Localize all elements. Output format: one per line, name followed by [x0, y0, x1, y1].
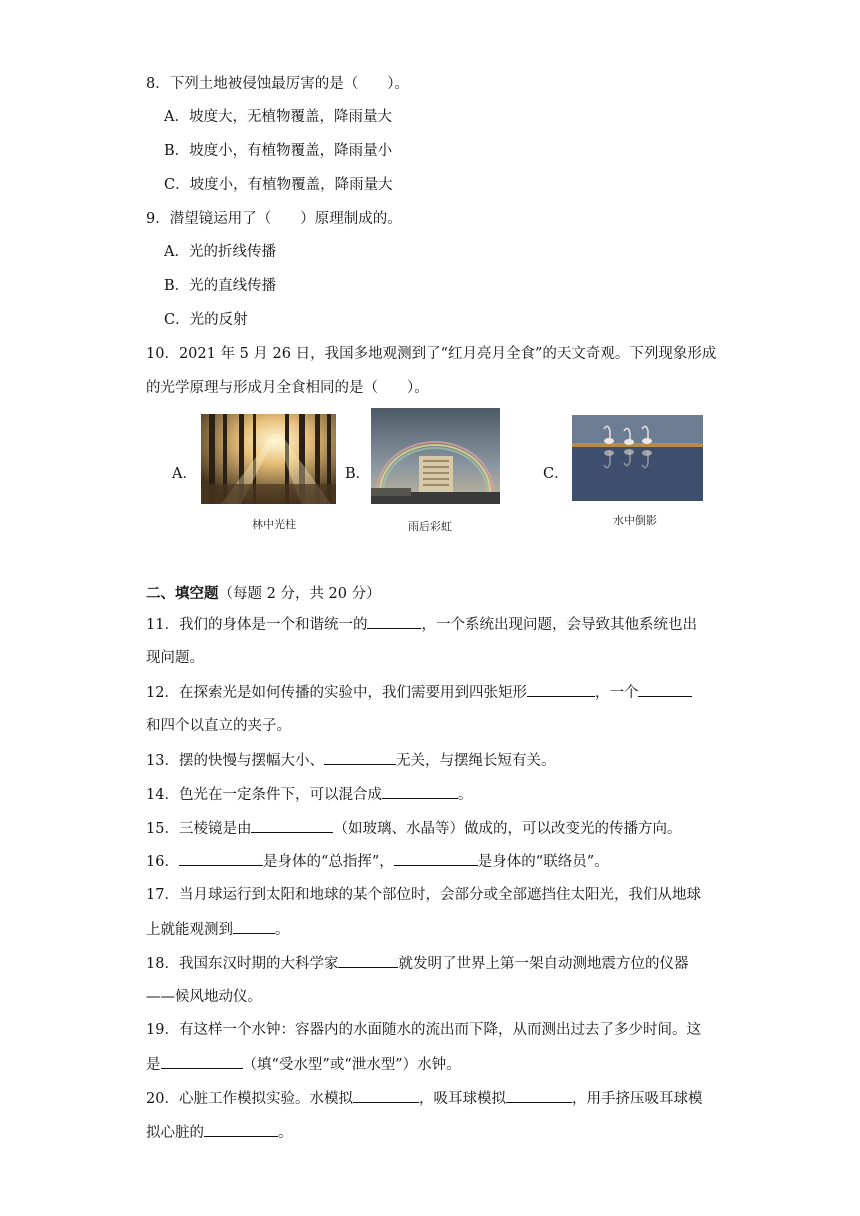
q14-text: 14．色光在一定条件下，可以混合成 — [146, 787, 382, 803]
q16-text-b: 是身体的“总指挥”， — [262, 854, 394, 870]
q15-blank[interactable] — [251, 818, 333, 833]
q16-text: 16． — [146, 854, 179, 870]
q11-text: 11．我们的身体是一个和谐统一的 — [146, 617, 368, 633]
q9-option-b: B．光的直线传播 — [164, 278, 277, 294]
q17-line2 — [146, 919, 290, 940]
q10-caption-c: 水中倒影 — [613, 514, 657, 527]
q18-line1 — [146, 953, 688, 974]
q15-text: 15．三棱镜是由 — [146, 821, 252, 837]
q19-blank[interactable] — [161, 1054, 243, 1069]
q12-text: 12．在探索光是如何传播的实验中，我们需要用到四张矩形 — [146, 685, 527, 701]
q15-text-b: （如玻璃、水晶等）做成的，可以改变光的传播方向。 — [333, 821, 682, 837]
q17-line1: 17．当月球运行到太阳和地球的某个部位时，会部分或全部遮挡住太阳光，我们从地球 — [146, 887, 701, 903]
q10-caption-a: 林中光柱 — [252, 518, 296, 531]
q12-line2: 和四个以直立的夹子。 — [146, 718, 291, 734]
q8-stem: 8．下列土地被侵蚀最厉害的是（ ）。 — [146, 76, 409, 92]
rainbow-after-rain-image — [371, 408, 500, 504]
q17-text-c: 。 — [275, 922, 290, 938]
q20-line2 — [146, 1122, 293, 1143]
q8-option-a: A．坡度大，无植物覆盖，降雨量大 — [164, 109, 392, 125]
q10-label-c: C． — [543, 466, 569, 482]
q20-blank-2[interactable] — [506, 1088, 572, 1103]
q10-stem-line1: 10．2021 年 5 月 26 日，我国多地观测到了“红月亮月全食”的天文奇观。下列现象形成 — [146, 346, 717, 362]
water-reflection-image — [572, 415, 703, 501]
q20-blank-3[interactable] — [204, 1122, 278, 1137]
q13-text-b: 无关，与摆绳长短有关。 — [395, 753, 556, 769]
q12-blank-2[interactable] — [638, 682, 692, 697]
q13-blank[interactable] — [324, 750, 396, 765]
q18-text: 18．我国东汉时期的大科学家 — [146, 956, 339, 972]
q17-text: 上就能观测到 — [146, 922, 233, 938]
q10-stem-line2: 的光学原理与形成月全食相同的是（ ）。 — [146, 380, 429, 396]
q20-text-e: 。 — [278, 1125, 293, 1141]
q16-blank-2[interactable] — [394, 851, 478, 866]
q18-line2: ——候风地动仪。 — [146, 989, 262, 1005]
q19-line1: 19．有这样一个水钟：容器内的水面随水的流出而下降，从而测出过去了多少时间。这 — [146, 1022, 701, 1038]
q20-blank-1[interactable] — [353, 1088, 419, 1103]
q12-line1 — [146, 682, 692, 703]
section-score-note: （每题 2 分，共 20 分） — [218, 586, 381, 602]
q19-text: 是 — [146, 1057, 161, 1073]
q14-text-b: 。 — [457, 787, 473, 803]
q13-line — [146, 750, 555, 771]
q19-line2 — [146, 1054, 461, 1075]
q14-blank[interactable] — [382, 784, 458, 799]
forest-light-beams-image — [201, 414, 336, 504]
q10-label-a: A． — [172, 466, 197, 482]
q12-blank-1[interactable] — [527, 682, 595, 697]
q20-text-d: 拟心脏的 — [146, 1125, 204, 1141]
q20-line1 — [146, 1088, 702, 1109]
q19-text-c: （填“受水型”或“泄水型”）水钟。 — [242, 1057, 461, 1073]
q10-label-b: B． — [345, 466, 371, 482]
q20-text: 20．心脏工作模拟实验。水模拟 — [146, 1091, 353, 1107]
q11-line1 — [146, 614, 697, 635]
section-heading: 二、填空题 — [146, 585, 219, 602]
q18-text-b: 就发明了世界上第一架自动测地震方位的仪器 — [398, 956, 689, 972]
q20-text-c: ，用手挤压吸耳球模 — [571, 1091, 703, 1107]
section-title — [146, 584, 381, 604]
q12-text-b: ，一个 — [594, 685, 639, 701]
q15-line — [146, 818, 681, 839]
q8-option-b: B．坡度小，有植物覆盖，降雨量小 — [164, 143, 393, 159]
q9-stem: 9．潜望镜运用了（ ）原理制成的。 — [146, 211, 402, 227]
q11-blank[interactable] — [367, 614, 421, 629]
q9-option-a: A．光的折线传播 — [164, 244, 276, 260]
q16-line — [146, 851, 609, 872]
q9-option-c: C．光的反射 — [164, 312, 248, 328]
q8-option-c: C．坡度小，有植物覆盖，降雨量大 — [164, 177, 393, 193]
q18-blank[interactable] — [338, 953, 398, 968]
q17-blank[interactable] — [233, 919, 275, 934]
q14-line — [146, 784, 472, 805]
q11-line2: 现问题。 — [146, 650, 204, 666]
q16-blank-1[interactable] — [179, 851, 263, 866]
q20-text-b: ，吸耳球模拟 — [418, 1091, 506, 1107]
q13-text: 13．摆的快慢与摆幅大小、 — [146, 753, 324, 769]
q11-text-b: ，一个系统出现问题，会导致其他系统也出 — [421, 617, 697, 633]
q16-text-c: 是身体的“联络员”。 — [477, 854, 609, 870]
q10-caption-b: 雨后彩虹 — [408, 520, 452, 533]
